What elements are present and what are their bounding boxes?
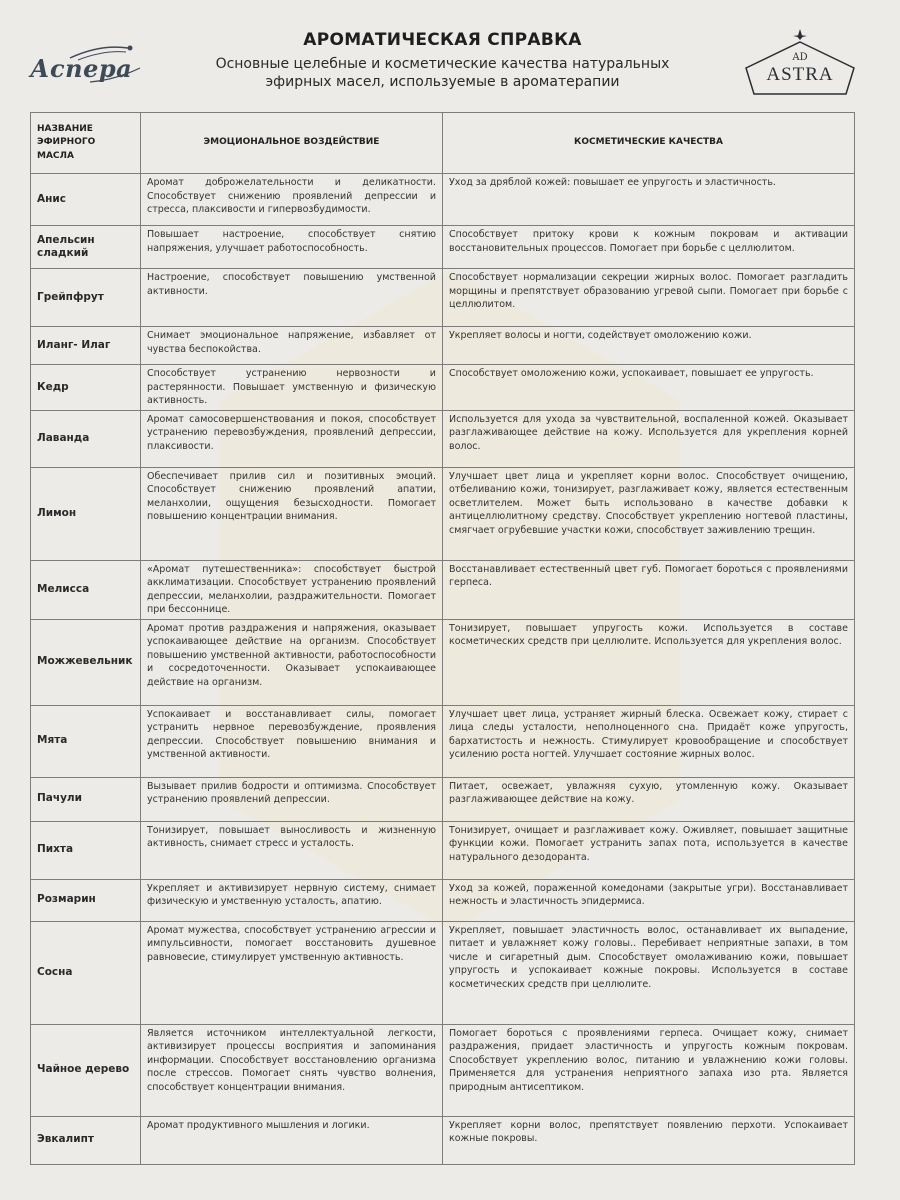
emotional-effect: Является источником интеллектуальной легкости, активизирует процессы восприятия и запоминания информации. Способствует восстановлению организма после стрессов. Помогает снять чувство волнения, способствует концентрации внимания.: [141, 1024, 443, 1116]
emotional-effect: Снимает эмоциональное напряжение, избавляет от чувства беспокойства.: [141, 327, 443, 365]
table-row: [31, 226, 855, 269]
table-row: [31, 1024, 855, 1116]
page-title: АРОМАТИЧЕСКАЯ СПРАВКА: [303, 30, 582, 50]
cosmetic-quality: Способствует притоку крови к кожным покровам и активации восстановительных процессов. Помогает при борьбе с целлюлитом.: [443, 226, 855, 269]
cosmetic-quality: Укрепляет корни волос, препятствует появлению перхоти. Успокаивает кожные покровы.: [443, 1116, 855, 1164]
emotional-effect: Аромат мужества, способствует устранению агрессии и импульсивности, помогает восстановить душевное равновесие, стимулирует умственную активность.: [141, 921, 443, 1024]
aspera-logo-text: Аспера: [30, 54, 133, 83]
table-row: [31, 879, 855, 921]
emotional-effect: Повышает настроение, способствует снятию напряжения, улучшает работоспособность.: [141, 226, 443, 269]
table-row: [31, 705, 855, 777]
table-row: [31, 777, 855, 821]
cosmetic-quality: Уход за кожей, пораженной комедонами (закрытые угри). Восстанавливает нежность и эластичность эпидермиса.: [443, 879, 855, 921]
oil-name: Пачули: [31, 777, 141, 821]
cosmetic-quality: Тонизирует, очищает и разглаживает кожу. Оживляет, повышает защитные функции кожи. Помогает устранить запах пота, используется в качестве натурального дезодоранта.: [443, 821, 855, 879]
oil-name: Анис: [31, 174, 141, 226]
emotional-effect: Вызывает прилив бодрости и оптимизма. Способствует устранению проявлений депрессии.: [141, 777, 443, 821]
emotional-effect: Настроение, способствует повышению умственной активности.: [141, 269, 443, 327]
oil-name: Пихта: [31, 821, 141, 879]
oil-name: Кедр: [31, 365, 141, 411]
cosmetic-quality: Уход за дряблой кожей: повышает ее упругость и эластичность.: [443, 174, 855, 226]
emotional-effect: Укрепляет и активизирует нервную систему, снимает физическую и умственную усталость, апатию.: [141, 879, 443, 921]
emotional-effect: Аромат против раздражения и напряжения, оказывает успокаивающее действие на организм. Способствует повышению умственной активности, работоспособности и сосредоточенности. Оказывает успокаивающее действие на организм.: [141, 619, 443, 705]
emotional-effect: Успокаивает и восстанавливает силы, помогает устранить нервное перевозбуждение, проявления депрессии. Способствует повышению внимания и умственной активности.: [141, 705, 443, 777]
table-row: [31, 410, 855, 467]
oil-name: Эвкалипт: [31, 1116, 141, 1164]
table-row: [31, 619, 855, 705]
aspera-logo: [30, 40, 145, 90]
oil-name: Иланг- Илаг: [31, 327, 141, 365]
ad-astra-logo: [742, 28, 858, 100]
table-row: [31, 174, 855, 226]
oil-name: Грейпфрут: [31, 269, 141, 327]
page-subtitle: [180, 55, 705, 91]
emotional-effect: «Аромат путешественника»: способствует быстрой акклиматизации. Способствует устранению проявлений депрессии, меланхолии, раздражительности. Помогает при бессоннице.: [141, 560, 443, 619]
oil-name: Мелисса: [31, 560, 141, 619]
ad-astra-small-text: AD: [792, 52, 808, 63]
cosmetic-quality: Способствует омоложению кожи, успокаивает, повышает ее упругость.: [443, 365, 855, 411]
oil-name: Мята: [31, 705, 141, 777]
cosmetic-quality: Способствует нормализации секреции жирных волос. Помогает разгладить морщины и препятствует образованию угревой сыпи. Помогает при борьбе с целлюлитом.: [443, 269, 855, 327]
table-row: [31, 327, 855, 365]
ad-astra-text: ASTRA: [766, 64, 834, 85]
emotional-effect: Аромат самосовершенствования и покоя, способствует устранению перевозбуждения, проявлений депрессии, плаксивости.: [141, 410, 443, 467]
oil-name: Сосна: [31, 921, 141, 1024]
header-oil-name: НАЗВАНИЕ ЭФИРНОГО МАСЛА: [31, 113, 141, 174]
oil-name: Лимон: [31, 467, 141, 560]
emotional-effect: Обеспечивает прилив сил и позитивных эмоций. Способствует снижению проявлений апатии, меланхолии, ощущения безысходности. Помогает повышению концентрации внимания.: [141, 467, 443, 560]
cosmetic-quality: Восстанавливает естественный цвет губ. Помогает бороться с проявлениями герпеса.: [443, 560, 855, 619]
table-row: [31, 560, 855, 619]
page-header: [0, 0, 900, 110]
cosmetic-quality: Помогает бороться с проявлениями герпеса. Очищает кожу, снимает раздражения, придает эластичность и упругость кожным покровам. Способствует укреплению волос, питанию и увлажнению кожи головы. Применяется для устранения неприятного запаха изо рта. Является природным антисептиком.: [443, 1024, 855, 1116]
cosmetic-quality: Улучшает цвет лица и укрепляет корни волос. Способствует очищению, отбеливанию кожи, тонизирует, разглаживает кожу, является естественным осветлителем. Может быть использовано в качестве добавки к антицеллюлитному средству. Способствует укреплению ногтевой пластины, смягчает огрубевшие участки кожи, способствует заживлению трещин.: [443, 467, 855, 560]
cosmetic-quality: Улучшает цвет лица, устраняет жирный блеска. Освежает кожу, стирает с лица следы усталости, неполноценного сна. Придаёт коже упругость, бархатистость и нежность. Стимулирует кровообращение и способствует усилению роста ногтей. Улучшает состояние жирных волос.: [443, 705, 855, 777]
cosmetic-quality: Тонизирует, повышает упругость кожи. Используется в составе косметических средств при целлюлите. Используется для укрепления волос.: [443, 619, 855, 705]
subtitle-line-2: эфирных масел, используемые в ароматерапии: [265, 74, 620, 90]
oil-name: Лаванда: [31, 410, 141, 467]
oils-table: [30, 112, 855, 1165]
table-row: [31, 467, 855, 560]
table-row: [31, 921, 855, 1024]
table-row: [31, 821, 855, 879]
oil-name: Розмарин: [31, 879, 141, 921]
header-cosmetic: КОСМЕТИЧЕСКИЕ КАЧЕСТВА: [443, 113, 855, 174]
oil-name: Можжевельник: [31, 619, 141, 705]
table-row: [31, 1116, 855, 1164]
cosmetic-quality: Укрепляет, повышает эластичность волос, останавливает их выпадение, питает и увлажняет кожу головы.. Перебивает неприятные запахи, в том числе и сигаретный дым. Способствует омолаживанию кожи, повышает упругость и успокаивает кожные покровы. Используется в составе косметических средств при целлюлите.: [443, 921, 855, 1024]
emotional-effect: Способствует устранению нервозности и растерянности. Повышает умственную и физическую активность.: [141, 365, 443, 411]
table-row: [31, 269, 855, 327]
table-row: [31, 365, 855, 411]
table-header-row: [31, 113, 855, 174]
cosmetic-quality: Используется для ухода за чувствительной, воспаленной кожей. Оказывает разглаживающее действие на кожу. Используется для укрепления корней волос.: [443, 410, 855, 467]
cosmetic-quality: Питает, освежает, увлажняя сухую, утомленную кожу. Оказывает разглаживающее действие на кожу.: [443, 777, 855, 821]
oil-name: Апельсин сладкий: [31, 226, 141, 269]
emotional-effect: Тонизирует, повышает выносливость и жизненную активность, снимает стресс и усталость.: [141, 821, 443, 879]
cosmetic-quality: Укрепляет волосы и ногти, содействует омоложению кожи.: [443, 327, 855, 365]
emotional-effect: Аромат доброжелательности и деликатности. Способствует снижению проявлений депрессии и стресса, плаксивости и гипервозбудимости.: [141, 174, 443, 226]
emotional-effect: Аромат продуктивного мышления и логики.: [141, 1116, 443, 1164]
oil-name: Чайное дерево: [31, 1024, 141, 1116]
subtitle-line-1: Основные целебные и косметические качества натуральных: [215, 56, 670, 72]
header-emotional: ЭМОЦИОНАЛЬНОЕ ВОЗДЕЙСТВИЕ: [141, 113, 443, 174]
